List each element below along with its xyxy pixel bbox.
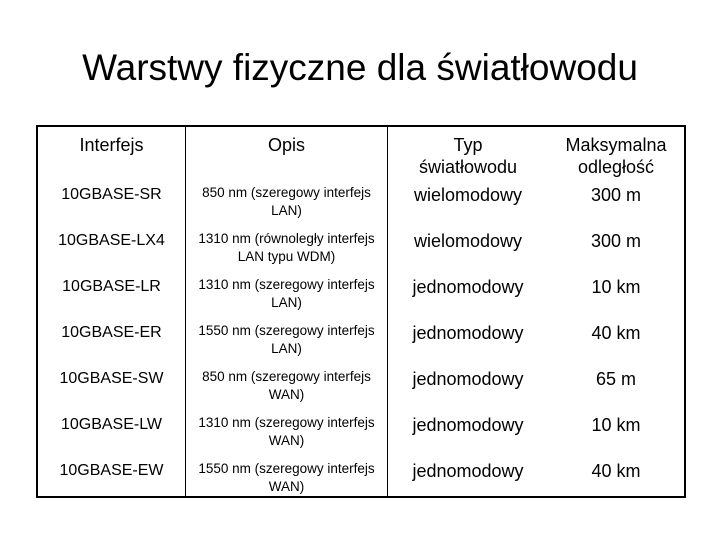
cell-max-distance: 300 m (590, 231, 642, 251)
table-row (38, 455, 684, 501)
cell-interface: 10GBASE-SR (61, 186, 162, 203)
header-cell-max-distance: Maksymalna odległość (565, 135, 667, 177)
cell-interface: 10GBASE-LX4 (58, 232, 165, 249)
cell-max-distance: 10 km (591, 277, 641, 297)
cell-description: 1310 nm (szeregowy interfejs LAN) (198, 277, 375, 310)
cell-interface: 10GBASE-SW (59, 370, 164, 387)
table-row (38, 271, 684, 317)
header-cell-interface: Interfejs (79, 135, 144, 155)
cell-max-distance: 40 km (591, 461, 641, 481)
cell-fiber-type: jednomodowy (412, 369, 524, 389)
cell-description: 850 nm (szeregowy interfejs LAN) (202, 185, 371, 218)
table-row (38, 179, 684, 225)
cell-interface: 10GBASE-ER (61, 324, 162, 341)
cell-description: 1550 nm (szeregowy interfejs WAN) (198, 461, 375, 494)
cell-interface: 10GBASE-LW (60, 416, 163, 433)
cell-description: 1310 nm (równoległy interfejs LAN typu WDM) (198, 231, 375, 264)
table-row (38, 317, 684, 363)
fiber-physical-layers-table (36, 125, 686, 498)
table-row (38, 225, 684, 271)
cell-max-distance: 10 km (591, 415, 641, 435)
cell-interface: 10GBASE-EW (59, 462, 164, 479)
cell-description: 1550 nm (szeregowy interfejs LAN) (198, 323, 375, 356)
cell-interface: 10GBASE-LR (62, 278, 161, 295)
table-row (38, 363, 684, 409)
cell-fiber-type: wielomodowy (413, 231, 523, 251)
cell-max-distance: 40 km (591, 323, 641, 343)
table-row (38, 409, 684, 455)
table-header-row (38, 127, 684, 179)
cell-fiber-type: wielomodowy (413, 185, 523, 205)
cell-max-distance: 65 m (595, 369, 637, 389)
cell-fiber-type: jednomodowy (412, 461, 524, 481)
cell-description: 850 nm (szeregowy interfejs WAN) (202, 369, 371, 402)
cell-fiber-type: jednomodowy (412, 323, 524, 343)
header-cell-description: Opis (267, 135, 305, 155)
cell-fiber-type: jednomodowy (412, 277, 524, 297)
header-cell-fiber-type: Typ światłowodu (418, 135, 518, 177)
slide-title: Warstwy fizyczne dla światłowodu (82, 47, 638, 88)
cell-max-distance: 300 m (590, 185, 642, 205)
cell-description: 1310 nm (szeregowy interfejs WAN) (198, 415, 375, 448)
cell-fiber-type: jednomodowy (412, 415, 524, 435)
